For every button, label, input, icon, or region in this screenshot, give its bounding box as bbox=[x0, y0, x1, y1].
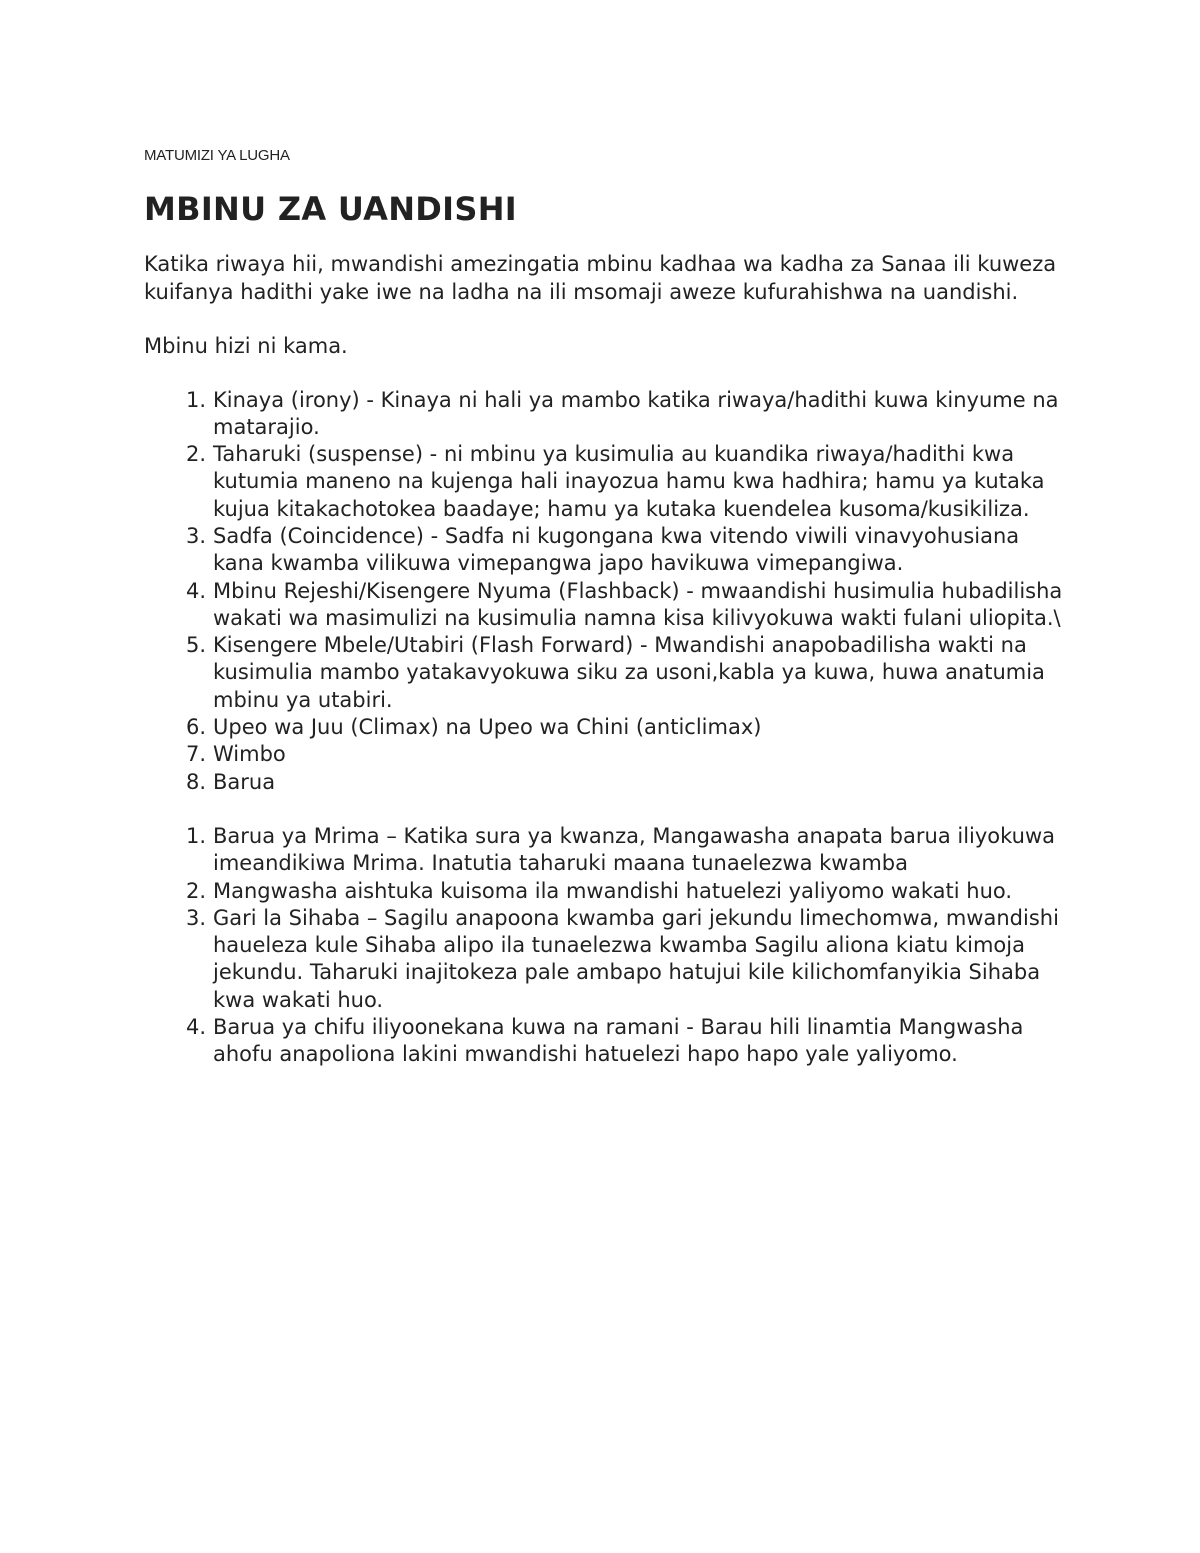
list-item-text: Barua ya chifu iliyoonekana kuwa na ramani - Barau hili linamtia Mangwasha ahofu anapoliona lakini mwandishi hatuelezi hapo hapo yale yaliyomo. bbox=[213, 1015, 1024, 1067]
list-number: 2. bbox=[185, 442, 206, 467]
list-item bbox=[144, 823, 1064, 878]
list-item-text: Kinaya (irony) - Kinaya ni hali ya mambo katika riwaya/hadithi kuwa kinyume na matarajio. bbox=[213, 387, 1059, 439]
list-number: 4. bbox=[185, 1015, 206, 1040]
document-body bbox=[144, 145, 1064, 1069]
list-number: 8. bbox=[185, 769, 206, 794]
list-item bbox=[144, 1014, 1064, 1069]
list-item bbox=[144, 741, 1064, 768]
list-item-text: Barua ya Mrima – Katika sura ya kwanza, Mangawasha anapata barua iliyokuwa imeandikiwa Mrima. Inatutia taharuki maana tunaelezwa kwamba bbox=[213, 823, 1056, 876]
list-item-text: Mbinu Rejeshi/Kisengere Nyuma (Flashback) - mwaandishi husimulia hubadilisha wakati wa masimulizi na kusimulia namna kisa kilivyokuwa wakti fulani uliopita.\ bbox=[213, 578, 1063, 630]
list-item-text: Kisengere Mbele/Utabiri (Flash Forward) - Mwandishi anapobadilisha wakti na kusimulia mambo yatakavyokuwa siku za usoni,kabla ya kuwa, huwa anatumia mbinu ya utabiri. bbox=[213, 633, 1045, 712]
list-number: 2. bbox=[185, 878, 206, 903]
list-item-text: Mangwasha aishtuka kuisoma ila mwandishi hatuelezi yaliyomo wakati huo. bbox=[213, 878, 1013, 903]
list-item-text: Sadfa (Coincidence) - Sadfa ni kugongana kwa vitendo viwili vinavyohusiana kana kwamba vilikuwa vimepangwa japo havikuwa vimepangiwa. bbox=[213, 523, 1020, 576]
list-number: 1. bbox=[185, 823, 206, 848]
list-item bbox=[144, 769, 1064, 796]
list-number: 6. bbox=[185, 715, 206, 740]
list-number: 3. bbox=[185, 905, 206, 930]
list-item bbox=[144, 905, 1064, 1014]
list-number: 7. bbox=[185, 742, 206, 767]
list-item-text: Gari la Sihaba – Sagilu anapoona kwamba gari jekundu limechomwa, mwandishi haueleza kule Sihaba alipo ila tunaelezwa kwamba Sagilu aliona kiatu kimoja jekundu. Taharuki inajitokeza pale ambapo hatujui kile kilichomfanyikia Sihaba kwa wakati huo. bbox=[213, 905, 1059, 1012]
examples-list bbox=[144, 823, 1064, 1069]
intro-paragraph: Katika riwaya hii, mwandishi amezingatia mbinu kadhaa wa kadha za Sanaa ili kuweza kuifanya hadithi yake iwe na ladha na ili msomaji aweze kufurahishwa na uandishi. bbox=[144, 252, 1057, 304]
list-item bbox=[144, 632, 1064, 714]
document-title: MBINU ZA UANDISHI bbox=[144, 190, 518, 228]
list-number: 1. bbox=[185, 387, 206, 412]
list-item bbox=[144, 523, 1064, 578]
list-number: 5. bbox=[185, 633, 206, 658]
list-number: 3. bbox=[185, 523, 206, 548]
list-item bbox=[144, 387, 1064, 442]
techniques-list bbox=[144, 387, 1064, 796]
list-item bbox=[144, 714, 1064, 741]
list-item-text: Wimbo bbox=[213, 742, 286, 767]
list-number: 4. bbox=[185, 578, 206, 603]
list-item bbox=[144, 878, 1064, 905]
lead-paragraph: Mbinu hizi ni kama. bbox=[144, 334, 348, 358]
list-item-text: Upeo wa Juu (Climax) na Upeo wa Chini (anticlimax) bbox=[213, 715, 762, 740]
list-item bbox=[144, 578, 1064, 633]
list-item-text: Barua bbox=[213, 769, 276, 794]
list-item-text: Taharuki (suspense) - ni mbinu ya kusimulia au kuandika riwaya/hadithi kwa kutumia maneno na kujenga hali inayozua hamu kwa hadhira; hamu ya kutaka kujua kitakachotokea baadaye; hamu ya kutaka kuendelea kusoma/kusikiliza. bbox=[213, 442, 1045, 521]
list-item bbox=[144, 441, 1064, 523]
document-header: MATUMIZI YA LUGHA bbox=[144, 147, 290, 164]
